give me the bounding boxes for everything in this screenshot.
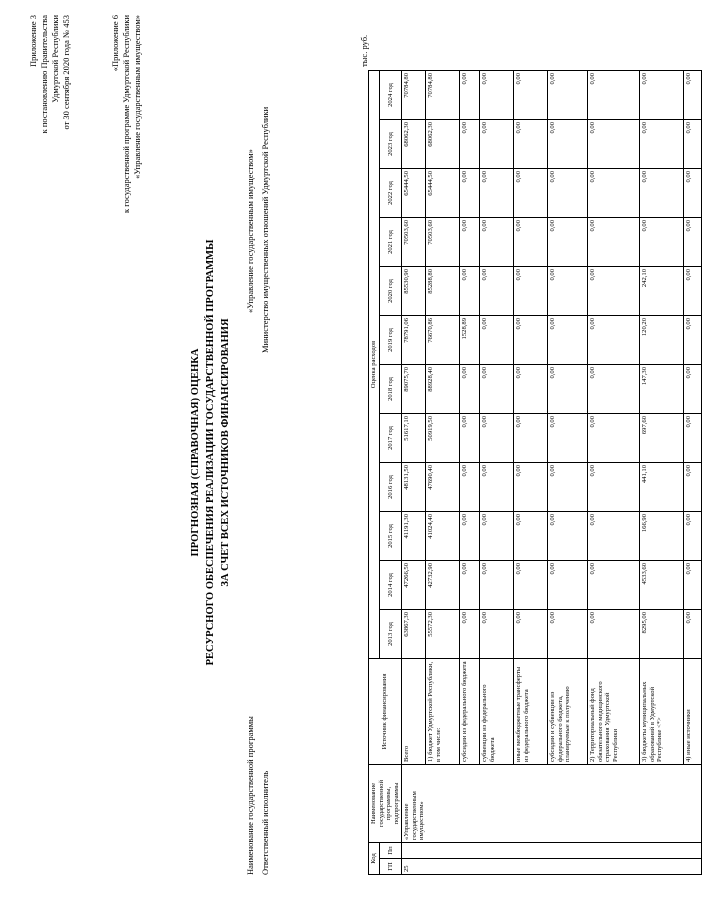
cell-value: 70784,80 (426, 71, 460, 120)
table-row (514, 71, 548, 875)
appendix-line: к постановлению Правительства (39, 15, 50, 134)
cell-value: 1528,89 (460, 316, 480, 365)
cell-value: 0,00 (480, 463, 514, 512)
cell-value: 0,00 (548, 610, 588, 659)
table-row (548, 71, 588, 875)
cell-source: 3) бюджеты муниципальных образований в Удмуртской Республике <*> (640, 659, 684, 765)
header-pp: Пп (379, 843, 402, 859)
cell-source: субвенции из федерального бюджета (480, 659, 514, 765)
cell-value: 0,00 (460, 218, 480, 267)
header-year: 2013 год (379, 610, 402, 659)
cell-value: 0,00 (480, 71, 514, 120)
cell-value: 0,00 (548, 365, 588, 414)
cell-value: 89075,70 (402, 365, 426, 414)
table-row (426, 71, 460, 875)
cell-source: субсидии из федерального бюджета (460, 659, 480, 765)
cell-value: 85288,80 (426, 267, 460, 316)
cell-value: 42732,90 (426, 561, 460, 610)
table-row (588, 71, 640, 875)
cell-value: 0,00 (588, 414, 640, 463)
cell-value: 4533,60 (640, 561, 684, 610)
executor-label: Ответственный исполнитель (260, 770, 270, 875)
cell-value: 0,00 (514, 463, 548, 512)
cell-value: 0,00 (588, 365, 640, 414)
cell-value: 0,00 (460, 561, 480, 610)
cell-value: 0,00 (514, 561, 548, 610)
cell-value: 0,00 (480, 120, 514, 169)
cell-value: 0,00 (460, 512, 480, 561)
header-estimate: Оценка расходов (369, 71, 380, 659)
header-year: 2023 год (379, 120, 402, 169)
cell-value: 0,00 (588, 218, 640, 267)
header-code: Код (369, 843, 380, 875)
cell-value: 0,00 (640, 120, 684, 169)
cell-value: 0,00 (548, 414, 588, 463)
cell-value: 0,00 (684, 610, 702, 659)
cell-value: 0,00 (588, 512, 640, 561)
cell-value: 0,00 (514, 169, 548, 218)
cell-value: 0,00 (588, 71, 640, 120)
cell-source: Всего (402, 659, 426, 765)
title-line-1: ПРОГНОЗНАЯ (СПРАВОЧНАЯ) ОЦЕНКА (190, 348, 201, 557)
table-row (640, 71, 684, 875)
cell-value: 697,60 (640, 414, 684, 463)
cell-value: 0,00 (460, 414, 480, 463)
cell-value: 88928,40 (426, 365, 460, 414)
appendix2-line: к государственной программе Удмуртской Республики (121, 15, 132, 213)
cell-value: 166,90 (640, 512, 684, 561)
table-row (402, 71, 426, 875)
cell-value: 0,00 (684, 71, 702, 120)
header-year: 2020 год (379, 267, 402, 316)
cell-source: иные межбюджетные трансферты из федерального бюджета (514, 659, 548, 765)
cell-pp-code (402, 843, 702, 859)
cell-value: 0,00 (640, 169, 684, 218)
cell-value: 0,00 (684, 365, 702, 414)
cell-value: 0,00 (480, 365, 514, 414)
appendix2-line: «Приложение 6 (110, 15, 120, 72)
cell-value: 0,00 (514, 512, 548, 561)
table-row (684, 71, 702, 875)
cell-value: 0,00 (684, 120, 702, 169)
cell-value: 0,00 (460, 267, 480, 316)
cell-value: 0,00 (548, 512, 588, 561)
cell-value: 0,00 (514, 218, 548, 267)
header-year: 2024 год (379, 71, 402, 120)
cell-value: 0,00 (460, 169, 480, 218)
header-year: 2022 год (379, 169, 402, 218)
appendix-line: от 30 сентября 2020 года № 453 (61, 15, 72, 130)
cell-value: 41024,40 (426, 512, 460, 561)
cell-value: 441,10 (640, 463, 684, 512)
cell-value: 0,00 (548, 267, 588, 316)
title-line-3: ЗА СЧЕТ ВСЕХ ИСТОЧНИКОВ ФИНАНСИРОВАНИЯ (220, 318, 231, 587)
table-body (402, 71, 702, 875)
cell-value: 0,00 (480, 316, 514, 365)
cell-value: 242,10 (640, 267, 684, 316)
cell-value: 55572,30 (426, 610, 460, 659)
cell-value: 0,00 (460, 610, 480, 659)
table-row (460, 71, 480, 875)
cell-value: 63867,30 (402, 610, 426, 659)
cell-value: 0,00 (548, 120, 588, 169)
program-label: Наименование государственной программы (245, 716, 255, 875)
cell-value: 0,00 (480, 267, 514, 316)
header-year: 2017 год (379, 414, 402, 463)
cell-value: 50919,50 (426, 414, 460, 463)
cell-value: 65444,50 (402, 169, 426, 218)
cell-value: 65444,50 (426, 169, 460, 218)
cell-value: 47690,40 (426, 463, 460, 512)
cell-value: 8295,00 (640, 610, 684, 659)
cell-value: 0,00 (514, 610, 548, 659)
cell-value: 0,00 (514, 365, 548, 414)
cell-value: 0,00 (460, 463, 480, 512)
cell-value: 85530,90 (402, 267, 426, 316)
cell-value: 0,00 (548, 218, 588, 267)
cell-value: 147,30 (640, 365, 684, 414)
cell-value: 0,00 (684, 169, 702, 218)
header-gp: ГП (379, 859, 402, 875)
cell-program-name: «Управление государственным имуществом» (402, 765, 702, 843)
cell-value: 0,00 (548, 561, 588, 610)
cell-value: 48131,50 (402, 463, 426, 512)
cell-value: 0,00 (684, 414, 702, 463)
cell-value: 0,00 (588, 463, 640, 512)
cell-value: 0,00 (548, 169, 588, 218)
cell-value: 0,00 (684, 316, 702, 365)
cell-value: 41191,30 (402, 512, 426, 561)
header-year: 2019 год (379, 316, 402, 365)
cell-gp-code: 25 (402, 859, 702, 875)
cell-value: 0,00 (640, 218, 684, 267)
cell-value: 0,00 (684, 512, 702, 561)
cell-source: субсидии и субвенции из федерального бюджета, планируемые к получению (548, 659, 588, 765)
cell-source: 4) иные источники (684, 659, 702, 765)
program-value: «Управление государственным имуществом» (245, 149, 255, 313)
cell-value: 0,00 (684, 267, 702, 316)
cell-value: 0,00 (514, 267, 548, 316)
cell-value: 0,00 (588, 120, 640, 169)
cell-value: 0,00 (548, 463, 588, 512)
cell-value: 0,00 (514, 316, 548, 365)
cell-value: 0,00 (480, 218, 514, 267)
cell-value: 0,00 (548, 71, 588, 120)
table-row (480, 71, 514, 875)
header-year: 2021 год (379, 218, 402, 267)
cell-value: 0,00 (480, 414, 514, 463)
cell-value: 51617,10 (402, 414, 426, 463)
header-name: Наименование государственной программы, подпрограммы (369, 765, 402, 843)
title-line-2: РЕСУРСНОГО ОБЕСПЕЧЕНИЯ РЕАЛИЗАЦИИ ГОСУДАРСТВЕННОЙ ПРОГРАММЫ (205, 239, 216, 666)
cell-value: 47266,50 (402, 561, 426, 610)
header-year: 2016 год (379, 463, 402, 512)
cell-value: 0,00 (460, 71, 480, 120)
cell-value: 0,00 (588, 610, 640, 659)
cell-value: 0,00 (480, 169, 514, 218)
unit-label: тыс. руб. (359, 34, 369, 67)
funding-table (368, 70, 702, 875)
cell-value: 0,00 (514, 120, 548, 169)
header-year: 2015 год (379, 512, 402, 561)
appendix-block (28, 15, 72, 305)
header-source: Источник финансирования (369, 659, 402, 765)
cell-value: 0,00 (460, 365, 480, 414)
cell-value: 0,00 (548, 316, 588, 365)
cell-value: 70784,80 (402, 71, 426, 120)
cell-value: 78791,06 (402, 316, 426, 365)
cell-value: 0,00 (588, 561, 640, 610)
cell-value: 68062,30 (426, 120, 460, 169)
cell-value: 0,00 (514, 71, 548, 120)
cell-value: 120,20 (640, 316, 684, 365)
appendix2-line: «Управление государственным имуществом» (132, 15, 143, 179)
cell-value: 76670,86 (426, 316, 460, 365)
cell-value: 0,00 (588, 169, 640, 218)
cell-value: 0,00 (480, 610, 514, 659)
appendix-line: Удмуртской Республики (50, 15, 61, 103)
cell-value: 0,00 (588, 316, 640, 365)
cell-source: 2) Территориальный фонд обязательного медицинского страхования Удмуртской Республики (588, 659, 640, 765)
cell-value: 0,00 (640, 71, 684, 120)
cell-value: 0,00 (588, 267, 640, 316)
cell-value: 0,00 (460, 120, 480, 169)
header-year: 2018 год (379, 365, 402, 414)
cell-value: 0,00 (684, 218, 702, 267)
cell-value: 0,00 (684, 561, 702, 610)
cell-source: 1) бюджет Удмуртской Республики, в том числе: (426, 659, 460, 765)
appendix-line: Приложение 3 (28, 15, 38, 67)
header-year: 2014 год (379, 561, 402, 610)
cell-value: 70503,60 (426, 218, 460, 267)
cell-value: 0,00 (514, 414, 548, 463)
cell-value: 70503,60 (402, 218, 426, 267)
cell-value: 0,00 (684, 463, 702, 512)
appendix2-block (110, 15, 143, 305)
cell-value: 0,00 (480, 561, 514, 610)
executor-value: Министерство имущественных отношений Удмуртской Республики (260, 106, 270, 353)
cell-value: 0,00 (480, 512, 514, 561)
cell-value: 68062,30 (402, 120, 426, 169)
